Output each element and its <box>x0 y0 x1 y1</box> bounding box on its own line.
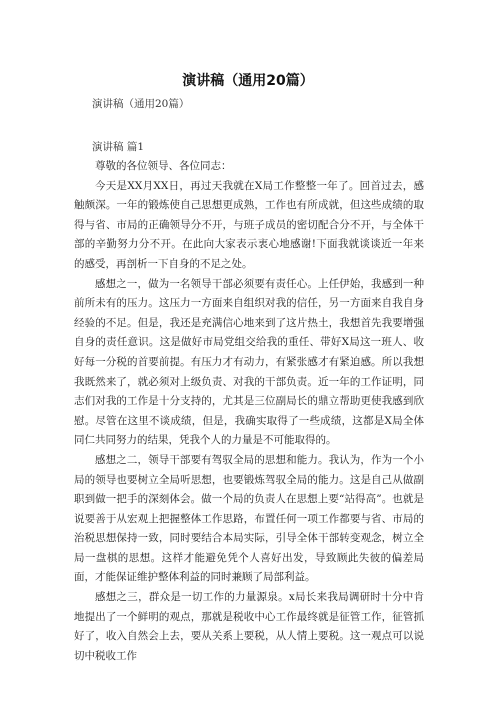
body-paragraph: 感想之二，领导干部要有驾驭全局的思想和能力。我认为，作为一个小局的领导也要树立全局听思想，也要锻炼驾驭全局的能力。这是自己从做副职到做一把手的深刻体会。做一个局的负责人在思想上要“站得高”。也就是说要善于从宏观上把握整体工作思路，布置任何一项工作都要与省、市局的治税思想保持一致，同时要结合本局实际，引导全体干部转变观念，树立全局一盘棋的思想。这样才能避免凭个人喜好出发，导致顾此失彼的偏差局面，才能保证维护整体利益的同时兼顾了局部利益。 <box>74 453 424 584</box>
body-paragraph: 今天是XX月XX日，再过天我就在X局工作整整一年了。回首过去，感触颇深。一年的锻炼使自己思想更成熟，工作也有所成就，但这些成绩的取得与省、市局的正确领导分不开，与班子成员的密切配合分不开，与全体干部的辛勤努力分不开。在此向大家表示衷心地感谢!下面我就谈谈近一年来的感受，再剖析一下自身的不足之处。 <box>74 179 424 270</box>
section-heading: 演讲稿 篇1 <box>92 141 145 153</box>
body-paragraph: 感想之三，群众是一切工作的力量源泉。x局长来我局调研时十分中肯地提出了一个鲜明的观点，那就是税收中心工作最终就是征管工作，征管抓好了，收入自然会上去，要从关系上要税，从人情上要税。这一观点可以说切中税收工作 <box>74 591 424 662</box>
document-body <box>74 157 424 666</box>
body-paragraph: 感想之一，做为一名领导干部必须要有责任心。上任伊始，我感到一种前所未有的压力。这压力一方面来自组织对我的信任，另一方面来自我自身经验的不足。但是，我还是充满信心地来到了这片热土，我想首先我要增强自身的责任意识。这是做好市局党组交给我的重任、带好X局这一班人、收好每一分税的首要前提。有压力才有动力，有紧张感才有紧迫感。所以我想我既然来了，就必须对上级负责、对我的干部负责。近一年的工作证明，同志们对我的工作是十分支持的，尤其是三位副局长的鼎立帮助更使我感到欣慰。尽管在这里不谈成绩，但是，我确实取得了一些成绩，这都是X局全体同仁共同努力的结果，凭我个人的力量是不可能取得的。 <box>74 277 424 447</box>
document-subtitle: 演讲稿（通用20篇） <box>92 98 190 110</box>
document-title: 演讲稿（通用20篇） <box>182 73 314 89</box>
greeting-paragraph: 尊敬的各位领导、各位同志： <box>95 160 232 172</box>
